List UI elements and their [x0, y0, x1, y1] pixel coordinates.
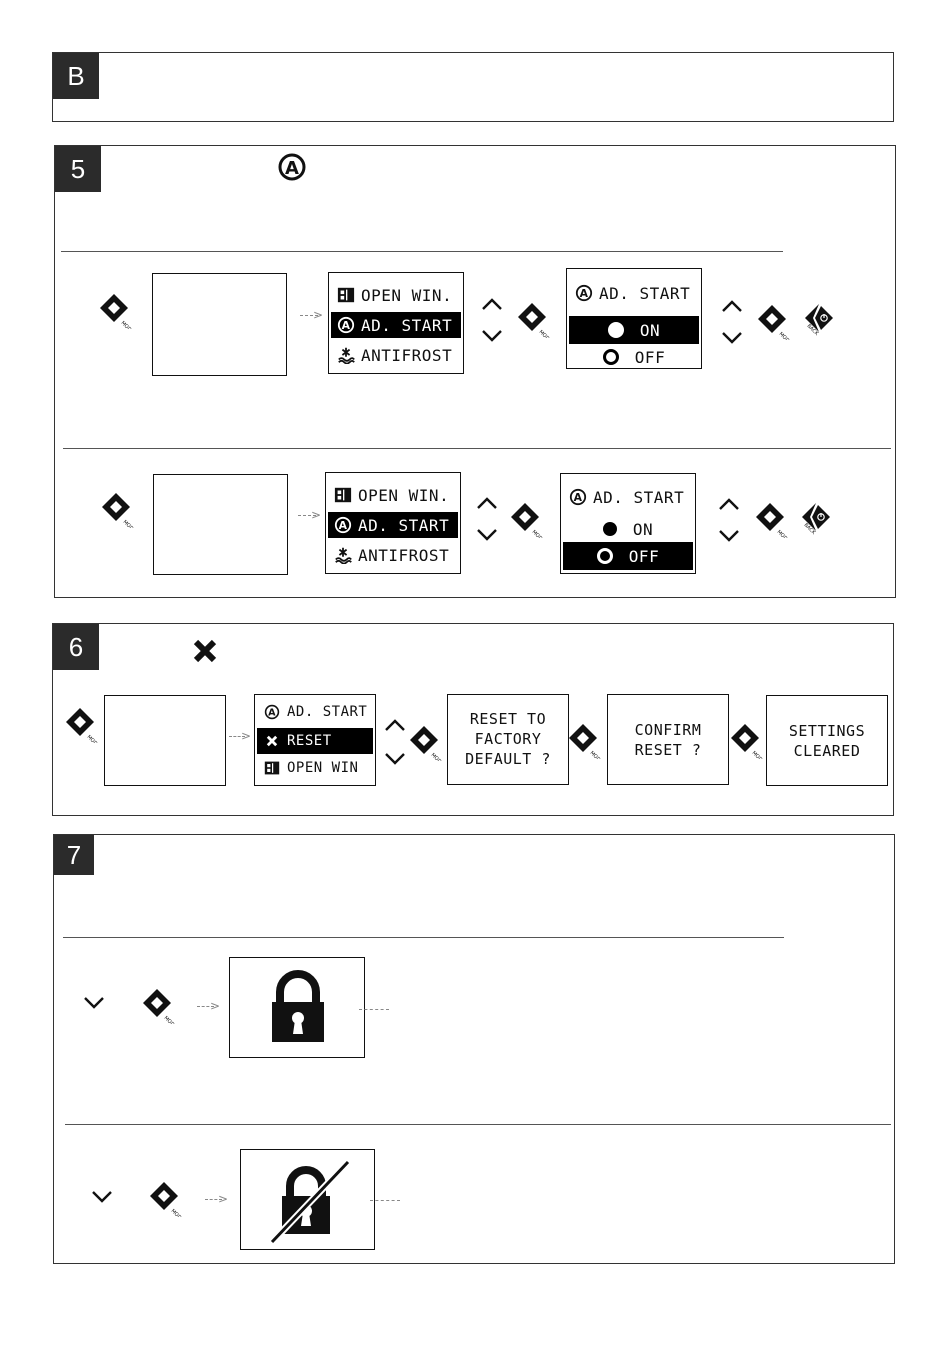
menu-item-label: OPEN WIN. [358, 485, 450, 505]
display-menu [325, 472, 461, 574]
toggle-title [563, 484, 693, 510]
chevron-down-icon[interactable] [480, 328, 504, 344]
chevron-down-icon[interactable] [82, 995, 106, 1011]
divider [61, 251, 783, 252]
menu-item-label: AD. START [361, 315, 453, 335]
toggle-title-label: AD. START [593, 487, 685, 507]
menu-item-label: ANTIFROST [361, 345, 453, 365]
chevron-down-icon[interactable] [717, 528, 741, 544]
auto-start-icon [335, 316, 357, 334]
screen-text: RESET TO [469, 710, 547, 728]
window-icon [335, 286, 357, 304]
toggle-title-label: AD. START [599, 283, 691, 303]
mode-button-icon[interactable] [517, 302, 553, 338]
display-blank [104, 695, 226, 786]
lock-icon [270, 970, 326, 1044]
section-6 [52, 623, 894, 816]
section-5 [54, 145, 896, 598]
divider [65, 1124, 891, 1125]
window-icon [332, 486, 354, 504]
close-x-icon [261, 734, 283, 748]
window-icon [261, 760, 283, 776]
display-toggle-off [560, 473, 696, 574]
mode-button-icon[interactable] [510, 502, 546, 538]
option-label: OFF [634, 347, 666, 367]
chevron-down-icon[interactable] [475, 527, 499, 543]
option-label: ON [632, 519, 654, 539]
section-7 [53, 834, 895, 1264]
section-badge: B [53, 53, 99, 99]
close-x-icon [190, 636, 220, 666]
antifrost-icon [335, 346, 357, 364]
section-badge: 7 [54, 835, 94, 875]
mode-button-icon[interactable] [149, 1181, 185, 1217]
connector-line [370, 1200, 400, 1201]
mode-button-icon[interactable] [101, 492, 137, 528]
screen-text: SETTINGS [788, 722, 866, 740]
divider [63, 448, 891, 449]
flow-arrow-head: > [218, 1192, 229, 1206]
chevron-up-icon[interactable] [383, 717, 407, 733]
flow-arrow-head: > [313, 308, 324, 322]
menu-item-label: AD. START [287, 704, 368, 720]
menu-item-open-win[interactable] [328, 482, 458, 508]
option-off[interactable] [563, 542, 693, 570]
option-off[interactable] [569, 344, 699, 370]
chevron-up-icon[interactable] [480, 296, 504, 312]
chevron-down-icon[interactable] [720, 330, 744, 346]
flow-arrow-head: > [241, 729, 252, 743]
radio-filled-icon [603, 522, 617, 536]
flow-arrow-head: > [210, 999, 221, 1013]
display-unlock [240, 1149, 375, 1250]
section-badge: 6 [53, 624, 99, 670]
option-on[interactable] [569, 316, 699, 344]
menu-item-label: OPEN WIN [287, 760, 359, 776]
display-settings-cleared [766, 695, 888, 786]
radio-empty-icon [603, 349, 619, 365]
screen-text: CLEARED [793, 742, 861, 760]
menu-item-ad-start[interactable] [257, 699, 373, 725]
chevron-up-icon[interactable] [475, 495, 499, 511]
option-label: OFF [628, 546, 660, 566]
section-badge: 5 [55, 146, 101, 192]
auto-start-icon [277, 152, 307, 182]
display-lock [229, 957, 365, 1058]
screen-text: FACTORY [474, 730, 542, 748]
auto-start-icon [567, 488, 589, 506]
screen-text: DEFAULT ? [465, 750, 551, 768]
auto-start-icon [573, 284, 595, 302]
connector-line [359, 1009, 389, 1010]
display-blank [152, 273, 287, 376]
mode-button-icon[interactable] [409, 725, 445, 761]
display-reset-question [447, 694, 569, 785]
unlock-icon [268, 1158, 352, 1244]
mode-button-icon[interactable] [65, 707, 101, 743]
screen-text: CONFIRM [634, 721, 702, 739]
option-label: ON [639, 320, 661, 340]
mode-button-icon[interactable] [142, 988, 178, 1024]
chevron-up-icon[interactable] [720, 298, 744, 314]
chevron-down-icon[interactable] [383, 751, 407, 767]
menu-item-ad-start[interactable] [331, 312, 461, 338]
radio-selected-icon [597, 548, 613, 564]
mode-button-icon[interactable] [757, 304, 793, 340]
toggle-title [569, 280, 699, 306]
menu-item-label: ANTIFROST [358, 545, 450, 565]
divider [63, 937, 784, 938]
mode-button-icon[interactable] [755, 502, 791, 538]
antifrost-icon [332, 546, 354, 564]
mode-button-icon[interactable] [99, 293, 135, 329]
display-blank [153, 474, 288, 575]
auto-start-icon [261, 704, 283, 720]
display-menu-reset [254, 694, 376, 786]
menu-item-open-win[interactable] [257, 755, 373, 781]
section-b [52, 52, 894, 122]
menu-item-antifrost[interactable] [328, 542, 458, 568]
mode-button-icon[interactable] [730, 723, 766, 759]
option-on[interactable] [563, 516, 693, 542]
display-confirm-reset [607, 694, 729, 785]
radio-filled-icon [608, 322, 624, 338]
chevron-up-icon[interactable] [717, 496, 741, 512]
back-button-icon[interactable] [803, 302, 839, 338]
screen-text: RESET ? [634, 741, 702, 759]
display-menu [328, 272, 464, 374]
menu-item-ad-start[interactable] [328, 512, 458, 538]
mode-button-icon[interactable] [568, 723, 604, 759]
flow-arrow-head: > [311, 508, 322, 522]
chevron-down-icon[interactable] [90, 1189, 114, 1205]
menu-item-label: RESET [287, 733, 332, 749]
back-button-icon[interactable] [800, 501, 836, 537]
menu-item-label: AD. START [358, 515, 450, 535]
menu-item-open-win[interactable] [331, 282, 461, 308]
menu-item-antifrost[interactable] [331, 342, 461, 368]
auto-start-icon [332, 516, 354, 534]
display-toggle-on [566, 268, 702, 369]
menu-item-reset[interactable] [257, 728, 373, 754]
menu-item-label: OPEN WIN. [361, 285, 453, 305]
